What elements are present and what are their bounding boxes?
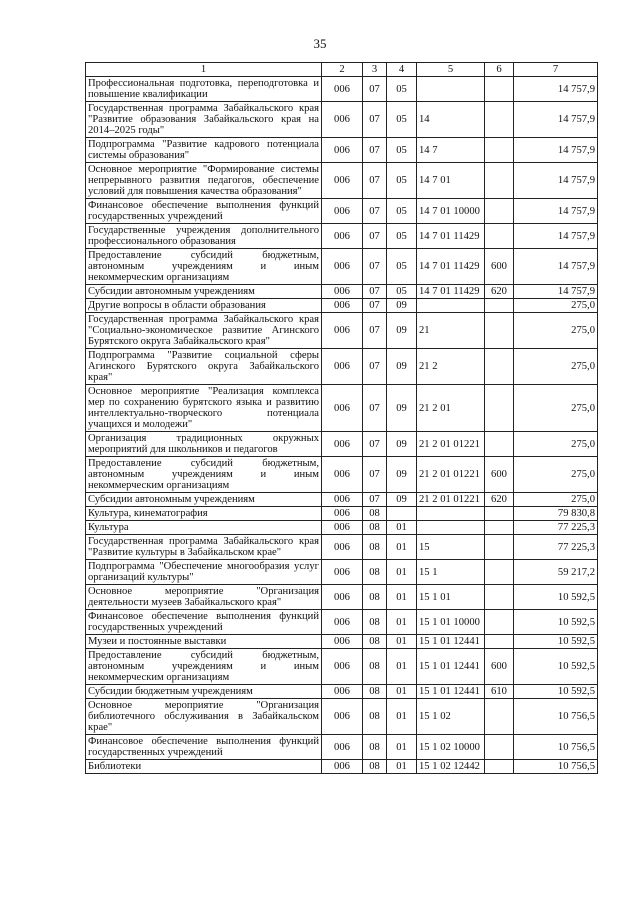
column-header: 4 — [387, 63, 417, 77]
row-col5-cell: 15 — [417, 535, 485, 560]
row-col5-cell: 21 2 — [417, 349, 485, 385]
row-name-cell: Подпрограмма "Развитие социальной сферы Агинского Бурятского округа Забайкальского края" — [86, 349, 322, 385]
row-col2-cell: 006 — [322, 507, 363, 521]
row-col7-cell: 10 592,5 — [514, 610, 598, 635]
row-col4-cell: 09 — [387, 432, 417, 457]
row-col3-cell: 07 — [363, 349, 387, 385]
row-col5-cell — [417, 521, 485, 535]
row-name-cell: Основное мероприятие "Организация деятельности музеев Забайкальского края" — [86, 585, 322, 610]
table-row — [86, 493, 598, 507]
table-row — [86, 432, 598, 457]
row-col3-cell: 07 — [363, 457, 387, 493]
table-row — [86, 649, 598, 685]
row-col7-cell: 10 592,5 — [514, 585, 598, 610]
row-col7-cell: 275,0 — [514, 299, 598, 313]
row-col3-cell: 08 — [363, 521, 387, 535]
row-col3-cell: 07 — [363, 299, 387, 313]
row-col6-cell: 620 — [485, 493, 514, 507]
row-col5-cell: 15 1 01 — [417, 585, 485, 610]
row-col4-cell: 09 — [387, 313, 417, 349]
column-header: 6 — [485, 63, 514, 77]
column-header: 5 — [417, 63, 485, 77]
row-name-cell: Финансовое обеспечение выполнения функций государственных учреждений — [86, 199, 322, 224]
row-col4-cell: 05 — [387, 199, 417, 224]
row-col4-cell: 01 — [387, 699, 417, 735]
table-row — [86, 163, 598, 199]
row-col4-cell: 09 — [387, 493, 417, 507]
row-col4-cell: 05 — [387, 285, 417, 299]
row-col5-cell — [417, 299, 485, 313]
row-col3-cell: 08 — [363, 507, 387, 521]
table-row — [86, 560, 598, 585]
row-col5-cell: 14 7 01 11429 — [417, 224, 485, 249]
row-name-cell: Профессиональная подготовка, переподготовка и повышение квалификации — [86, 77, 322, 102]
row-col5-cell: 15 1 02 12442 — [417, 760, 485, 774]
row-col7-cell: 10 592,5 — [514, 649, 598, 685]
row-col4-cell: 05 — [387, 163, 417, 199]
row-col6-cell — [485, 760, 514, 774]
table-row — [86, 699, 598, 735]
row-col7-cell: 14 757,9 — [514, 138, 598, 163]
row-col5-cell: 21 2 01 01221 — [417, 457, 485, 493]
row-name-cell: Культура, кинематография — [86, 507, 322, 521]
row-col2-cell: 006 — [322, 77, 363, 102]
row-col7-cell: 14 757,9 — [514, 199, 598, 224]
row-name-cell: Государственные учреждения дополнительного профессионального образования — [86, 224, 322, 249]
row-col3-cell: 07 — [363, 199, 387, 224]
row-col5-cell: 14 — [417, 102, 485, 138]
table-row — [86, 224, 598, 249]
row-name-cell: Финансовое обеспечение выполнения функций государственных учреждений — [86, 735, 322, 760]
row-col6-cell — [485, 635, 514, 649]
row-col6-cell: 620 — [485, 285, 514, 299]
row-col6-cell — [485, 138, 514, 163]
row-col6-cell — [485, 585, 514, 610]
row-col5-cell: 21 2 01 01221 — [417, 432, 485, 457]
row-col3-cell: 07 — [363, 493, 387, 507]
row-col2-cell: 006 — [322, 163, 363, 199]
row-col7-cell: 10 756,5 — [514, 699, 598, 735]
row-name-cell: Государственная программа Забайкальского края "Развитие культуры в Забайкальском крае" — [86, 535, 322, 560]
row-col6-cell — [485, 102, 514, 138]
row-col6-cell — [485, 299, 514, 313]
row-col2-cell: 006 — [322, 349, 363, 385]
row-col7-cell: 275,0 — [514, 313, 598, 349]
row-col4-cell: 01 — [387, 649, 417, 685]
row-name-cell: Государственная программа Забайкальского края "Социально-экономическое развитие Агинского Бурятского округа Забайкальского края" — [86, 313, 322, 349]
row-col5-cell: 21 2 01 — [417, 385, 485, 432]
row-col3-cell: 08 — [363, 635, 387, 649]
row-col2-cell: 006 — [322, 299, 363, 313]
row-col2-cell: 006 — [322, 224, 363, 249]
row-col5-cell: 14 7 01 11429 — [417, 285, 485, 299]
row-col6-cell — [485, 699, 514, 735]
row-name-cell: Организация традиционных окружных мероприятий для школьников и педагогов — [86, 432, 322, 457]
row-col6-cell — [485, 535, 514, 560]
row-name-cell: Основное мероприятие "Организация библиотечного обслуживания в Забайкальском крае" — [86, 699, 322, 735]
row-col4-cell: 09 — [387, 385, 417, 432]
row-col2-cell: 006 — [322, 699, 363, 735]
row-col6-cell — [485, 560, 514, 585]
table-row — [86, 535, 598, 560]
table-row — [86, 199, 598, 224]
row-col4-cell: 01 — [387, 760, 417, 774]
row-col3-cell: 08 — [363, 685, 387, 699]
row-col6-cell — [485, 349, 514, 385]
row-name-cell: Подпрограмма "Обеспечение многообразия услуг организаций культуры" — [86, 560, 322, 585]
row-name-cell: Музеи и постоянные выставки — [86, 635, 322, 649]
row-col2-cell: 006 — [322, 760, 363, 774]
row-col2-cell: 006 — [322, 385, 363, 432]
row-col3-cell: 08 — [363, 585, 387, 610]
row-col5-cell: 21 — [417, 313, 485, 349]
row-col7-cell: 77 225,3 — [514, 521, 598, 535]
row-col3-cell: 07 — [363, 313, 387, 349]
table-row — [86, 102, 598, 138]
row-col6-cell: 600 — [485, 249, 514, 285]
row-col5-cell — [417, 507, 485, 521]
row-col2-cell: 006 — [322, 649, 363, 685]
row-col5-cell: 14 7 01 — [417, 163, 485, 199]
row-name-cell: Государственная программа Забайкальского края "Развитие образования Забайкальского края на 2014–2025 годы" — [86, 102, 322, 138]
row-col4-cell: 01 — [387, 635, 417, 649]
row-col5-cell: 21 2 01 01221 — [417, 493, 485, 507]
row-col4-cell: 01 — [387, 685, 417, 699]
row-col6-cell: 600 — [485, 649, 514, 685]
row-col6-cell: 600 — [485, 457, 514, 493]
row-col5-cell: 14 7 01 11429 — [417, 249, 485, 285]
row-name-cell: Субсидии автономным учреждениям — [86, 493, 322, 507]
row-col5-cell: 15 1 01 10000 — [417, 610, 485, 635]
row-col5-cell: 14 7 — [417, 138, 485, 163]
row-col3-cell: 08 — [363, 535, 387, 560]
row-col4-cell: 01 — [387, 521, 417, 535]
row-name-cell: Основное мероприятие "Формирование системы непрерывного развития педагогов, обеспечение условий для повышения качества образования" — [86, 163, 322, 199]
table-row — [86, 521, 598, 535]
row-col5-cell: 14 7 01 10000 — [417, 199, 485, 224]
row-col3-cell: 07 — [363, 249, 387, 285]
row-col5-cell — [417, 77, 485, 102]
row-name-cell: Культура — [86, 521, 322, 535]
row-name-cell: Основное мероприятие "Реализация комплекса мер по сохранению бурятского языка и развитию интеллектуально-творческого потенциала учащихся и молодежи" — [86, 385, 322, 432]
row-col2-cell: 006 — [322, 138, 363, 163]
row-col7-cell: 10 756,5 — [514, 735, 598, 760]
header-row — [86, 63, 598, 77]
row-col7-cell: 275,0 — [514, 349, 598, 385]
row-col4-cell: 09 — [387, 299, 417, 313]
row-name-cell: Предоставление субсидий бюджетным, автономным учреждениям и иным некоммерческим организациям — [86, 249, 322, 285]
row-col7-cell: 77 225,3 — [514, 535, 598, 560]
row-col4-cell: 01 — [387, 560, 417, 585]
row-col4-cell: 05 — [387, 102, 417, 138]
row-col3-cell: 08 — [363, 735, 387, 760]
row-col3-cell: 07 — [363, 138, 387, 163]
row-col6-cell — [485, 385, 514, 432]
row-col2-cell: 006 — [322, 685, 363, 699]
row-col4-cell: 01 — [387, 585, 417, 610]
row-col5-cell: 15 1 01 12441 — [417, 685, 485, 699]
table-row — [86, 299, 598, 313]
row-col6-cell — [485, 163, 514, 199]
row-col3-cell: 08 — [363, 610, 387, 635]
table-row — [86, 385, 598, 432]
row-col7-cell: 79 830,8 — [514, 507, 598, 521]
row-col4-cell: 05 — [387, 77, 417, 102]
table-row — [86, 313, 598, 349]
table-row — [86, 138, 598, 163]
row-col3-cell: 07 — [363, 102, 387, 138]
row-col5-cell: 15 1 02 — [417, 699, 485, 735]
row-col6-cell — [485, 199, 514, 224]
row-col6-cell — [485, 735, 514, 760]
row-col3-cell: 07 — [363, 77, 387, 102]
page-number: 35 — [313, 36, 327, 51]
row-name-cell: Предоставление субсидий бюджетным, автономным учреждениям и иным некоммерческим организациям — [86, 649, 322, 685]
row-col3-cell: 08 — [363, 699, 387, 735]
table-row — [86, 249, 598, 285]
column-header: 1 — [86, 63, 322, 77]
row-name-cell: Подпрограмма "Развитие кадрового потенциала системы образования" — [86, 138, 322, 163]
budget-table — [85, 62, 598, 774]
row-col6-cell — [485, 77, 514, 102]
row-col6-cell — [485, 507, 514, 521]
row-col4-cell: 09 — [387, 349, 417, 385]
row-col3-cell: 07 — [363, 432, 387, 457]
row-col3-cell: 08 — [363, 760, 387, 774]
row-col2-cell: 006 — [322, 249, 363, 285]
table-row — [86, 685, 598, 699]
table-row — [86, 585, 598, 610]
row-col7-cell: 14 757,9 — [514, 77, 598, 102]
column-header: 7 — [514, 63, 598, 77]
row-col7-cell: 14 757,9 — [514, 224, 598, 249]
row-col7-cell: 10 756,5 — [514, 760, 598, 774]
row-col4-cell: 01 — [387, 735, 417, 760]
row-col4-cell — [387, 507, 417, 521]
row-name-cell: Библиотеки — [86, 760, 322, 774]
row-col6-cell — [485, 224, 514, 249]
row-col7-cell: 14 757,9 — [514, 285, 598, 299]
table-row — [86, 349, 598, 385]
row-col3-cell: 07 — [363, 385, 387, 432]
row-col4-cell: 01 — [387, 535, 417, 560]
row-col7-cell: 275,0 — [514, 493, 598, 507]
row-col4-cell: 01 — [387, 610, 417, 635]
row-col6-cell — [485, 432, 514, 457]
row-col7-cell: 14 757,9 — [514, 102, 598, 138]
row-col6-cell — [485, 313, 514, 349]
row-col2-cell: 006 — [322, 493, 363, 507]
row-col5-cell: 15 1 01 12441 — [417, 649, 485, 685]
table-row — [86, 285, 598, 299]
row-col4-cell: 05 — [387, 138, 417, 163]
column-header: 3 — [363, 63, 387, 77]
row-name-cell: Предоставление субсидий бюджетным, автономным учреждениям и иным некоммерческим организациям — [86, 457, 322, 493]
row-col5-cell: 15 1 — [417, 560, 485, 585]
row-col2-cell: 006 — [322, 610, 363, 635]
row-col6-cell — [485, 610, 514, 635]
row-name-cell: Субсидии бюджетным учреждениям — [86, 685, 322, 699]
table-row — [86, 635, 598, 649]
row-col7-cell: 14 757,9 — [514, 163, 598, 199]
row-col3-cell: 07 — [363, 224, 387, 249]
row-col7-cell: 10 592,5 — [514, 685, 598, 699]
row-col2-cell: 006 — [322, 521, 363, 535]
table-row — [86, 507, 598, 521]
row-col7-cell: 14 757,9 — [514, 249, 598, 285]
row-col2-cell: 006 — [322, 102, 363, 138]
table-row — [86, 760, 598, 774]
row-col7-cell: 275,0 — [514, 457, 598, 493]
table-row — [86, 735, 598, 760]
column-header: 2 — [322, 63, 363, 77]
row-col7-cell: 275,0 — [514, 432, 598, 457]
table-row — [86, 610, 598, 635]
row-col2-cell: 006 — [322, 735, 363, 760]
table-row — [86, 457, 598, 493]
row-col6-cell: 610 — [485, 685, 514, 699]
row-col2-cell: 006 — [322, 313, 363, 349]
row-col2-cell: 006 — [322, 457, 363, 493]
row-col2-cell: 006 — [322, 535, 363, 560]
row-col3-cell: 07 — [363, 163, 387, 199]
row-col2-cell: 006 — [322, 560, 363, 585]
row-col3-cell: 08 — [363, 560, 387, 585]
table-row — [86, 77, 598, 102]
row-col4-cell: 05 — [387, 224, 417, 249]
table-body — [86, 77, 598, 774]
row-col2-cell: 006 — [322, 199, 363, 224]
row-col4-cell: 05 — [387, 249, 417, 285]
row-col4-cell: 09 — [387, 457, 417, 493]
row-col5-cell: 15 1 02 10000 — [417, 735, 485, 760]
row-col2-cell: 006 — [322, 432, 363, 457]
row-name-cell: Субсидии автономным учреждениям — [86, 285, 322, 299]
row-col3-cell: 08 — [363, 649, 387, 685]
row-col7-cell: 59 217,2 — [514, 560, 598, 585]
row-col3-cell: 07 — [363, 285, 387, 299]
row-col6-cell — [485, 521, 514, 535]
row-col2-cell: 006 — [322, 585, 363, 610]
row-col2-cell: 006 — [322, 285, 363, 299]
row-name-cell: Финансовое обеспечение выполнения функций государственных учреждений — [86, 610, 322, 635]
row-name-cell: Другие вопросы в области образования — [86, 299, 322, 313]
row-col5-cell: 15 1 01 12441 — [417, 635, 485, 649]
row-col7-cell: 10 592,5 — [514, 635, 598, 649]
row-col7-cell: 275,0 — [514, 385, 598, 432]
row-col2-cell: 006 — [322, 635, 363, 649]
